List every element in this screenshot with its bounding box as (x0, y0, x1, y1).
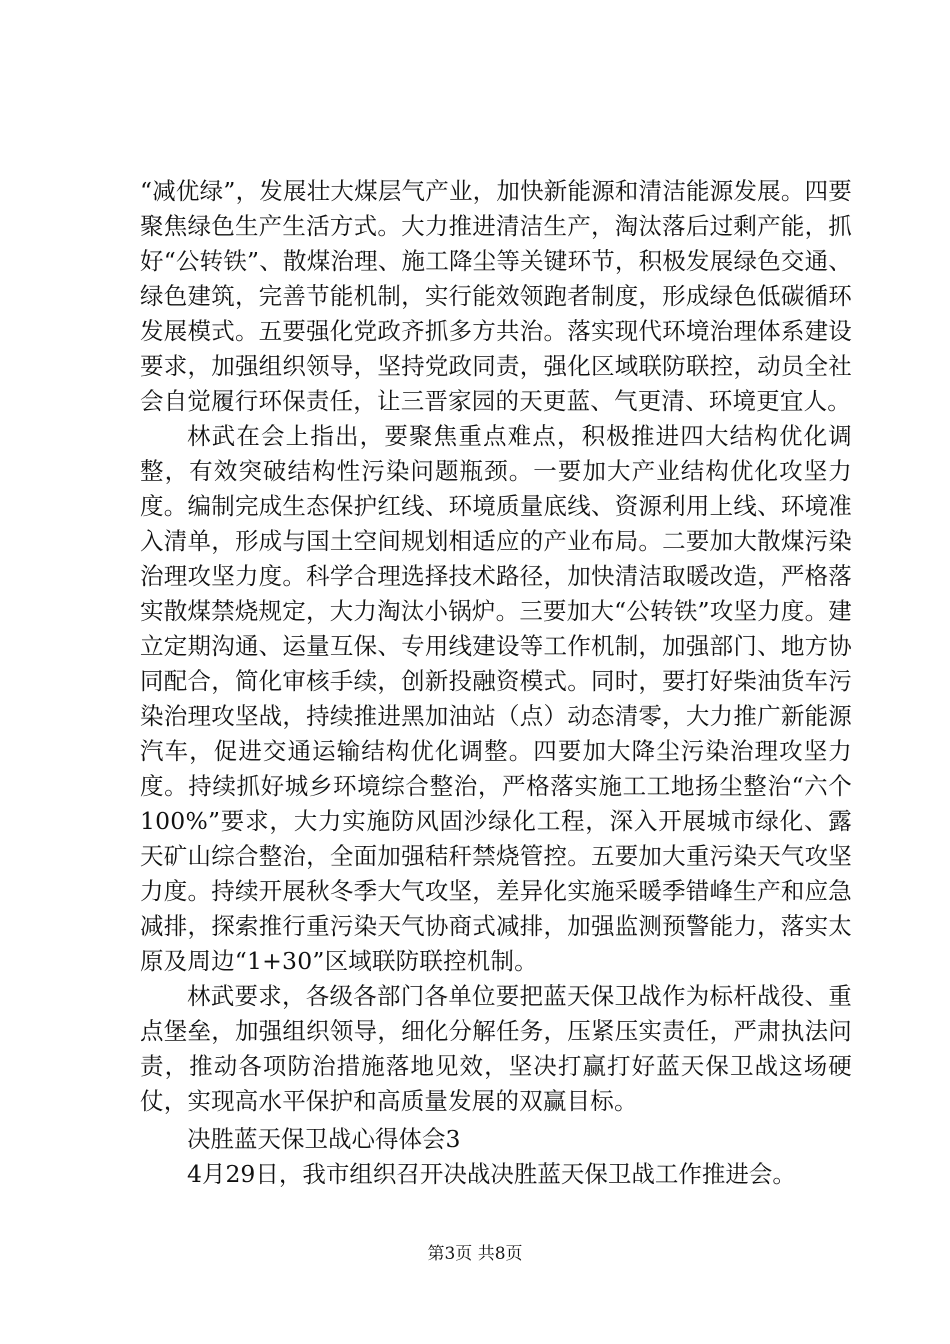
section-title: 决胜蓝天保卫战心得体会3 (187, 1125, 461, 1153)
section-first-paragraph: 4月29日，我市组织召开决战决胜蓝天保卫战工作推进会。 (187, 1160, 796, 1188)
paragraph-1: “减优绿”，发展壮大煤层气产业，加快新能源和清洁能源发展。四要聚焦绿色生产生活方式。大力推进清洁生产，淘汰落后过剩产能，抓好“公转铁”、散煤治理、施工降尘等关键环节，积极发展绿色交通、绿色建筑，完善节能机制，实行能效领跑者制度，形成绿色低碳循环发展模式。五要强化党政齐抓多方共治。落实现代环境治理体系建设要求，加强组织领导，坚持党政同责，强化区域联防联控，动员全社会自觉履行环保责任，让三晋家园的天更蓝、气更清、环境更宜人。 (140, 177, 852, 415)
paragraph-3: 林武要求，各级各部门各单位要把蓝天保卫战作为标杆战役、重点堡垒，加强组织领导，细化分解任务，压紧压实责任，严肃执法问责，推动各项防治措施落地见效，坚决打赢打好蓝天保卫战这场硬仗，实现高水平保护和高质量发展的双赢目标。 (140, 982, 852, 1115)
document-body (140, 174, 852, 1119)
paragraph-2: 林武在会上指出，要聚焦重点难点，积极推进四大结构优化调整，有效突破结构性污染问题瓶颈。一要加大产业结构优化攻坚力度。编制完成生态保护红线、环境质量底线、资源利用上线、环境准入清单，形成与国土空间规划相适应的产业布局。二要加大散煤污染治理攻坚力度。科学合理选择技术路径，加快清洁取暖改造，严格落实散煤禁烧规定，大力淘汰小锅炉。三要加大“公转铁”攻坚力度。建立定期沟通、运量互保、专用线建设等工作机制，加强部门、地方协同配合，简化审核手续，创新投融资模式。同时，要打好柴油货车污染治理攻坚战，持续推进黑加油站（点）动态清零，大力推广新能源汽车，促进交通运输结构优化调整。四要加大降尘污染治理攻坚力度。持续抓好城乡环境综合整治，严格落实施工工地扬尘整治“六个100%”要求，大力实施防风固沙绿化工程，深入开展城市绿化、露天矿山综合整治，全面加强秸秆禁烧管控。五要加大重污染天气攻坚力度。持续开展秋冬季大气攻坚，差异化实施采暖季错峰生产和应急减排，探索推行重污染天气协商式减排，加强监测预警能力，落实太原及周边“1+30”区域联防联控机制。 (140, 422, 852, 975)
page-footer: 第3页 共8页 (427, 1244, 523, 1264)
